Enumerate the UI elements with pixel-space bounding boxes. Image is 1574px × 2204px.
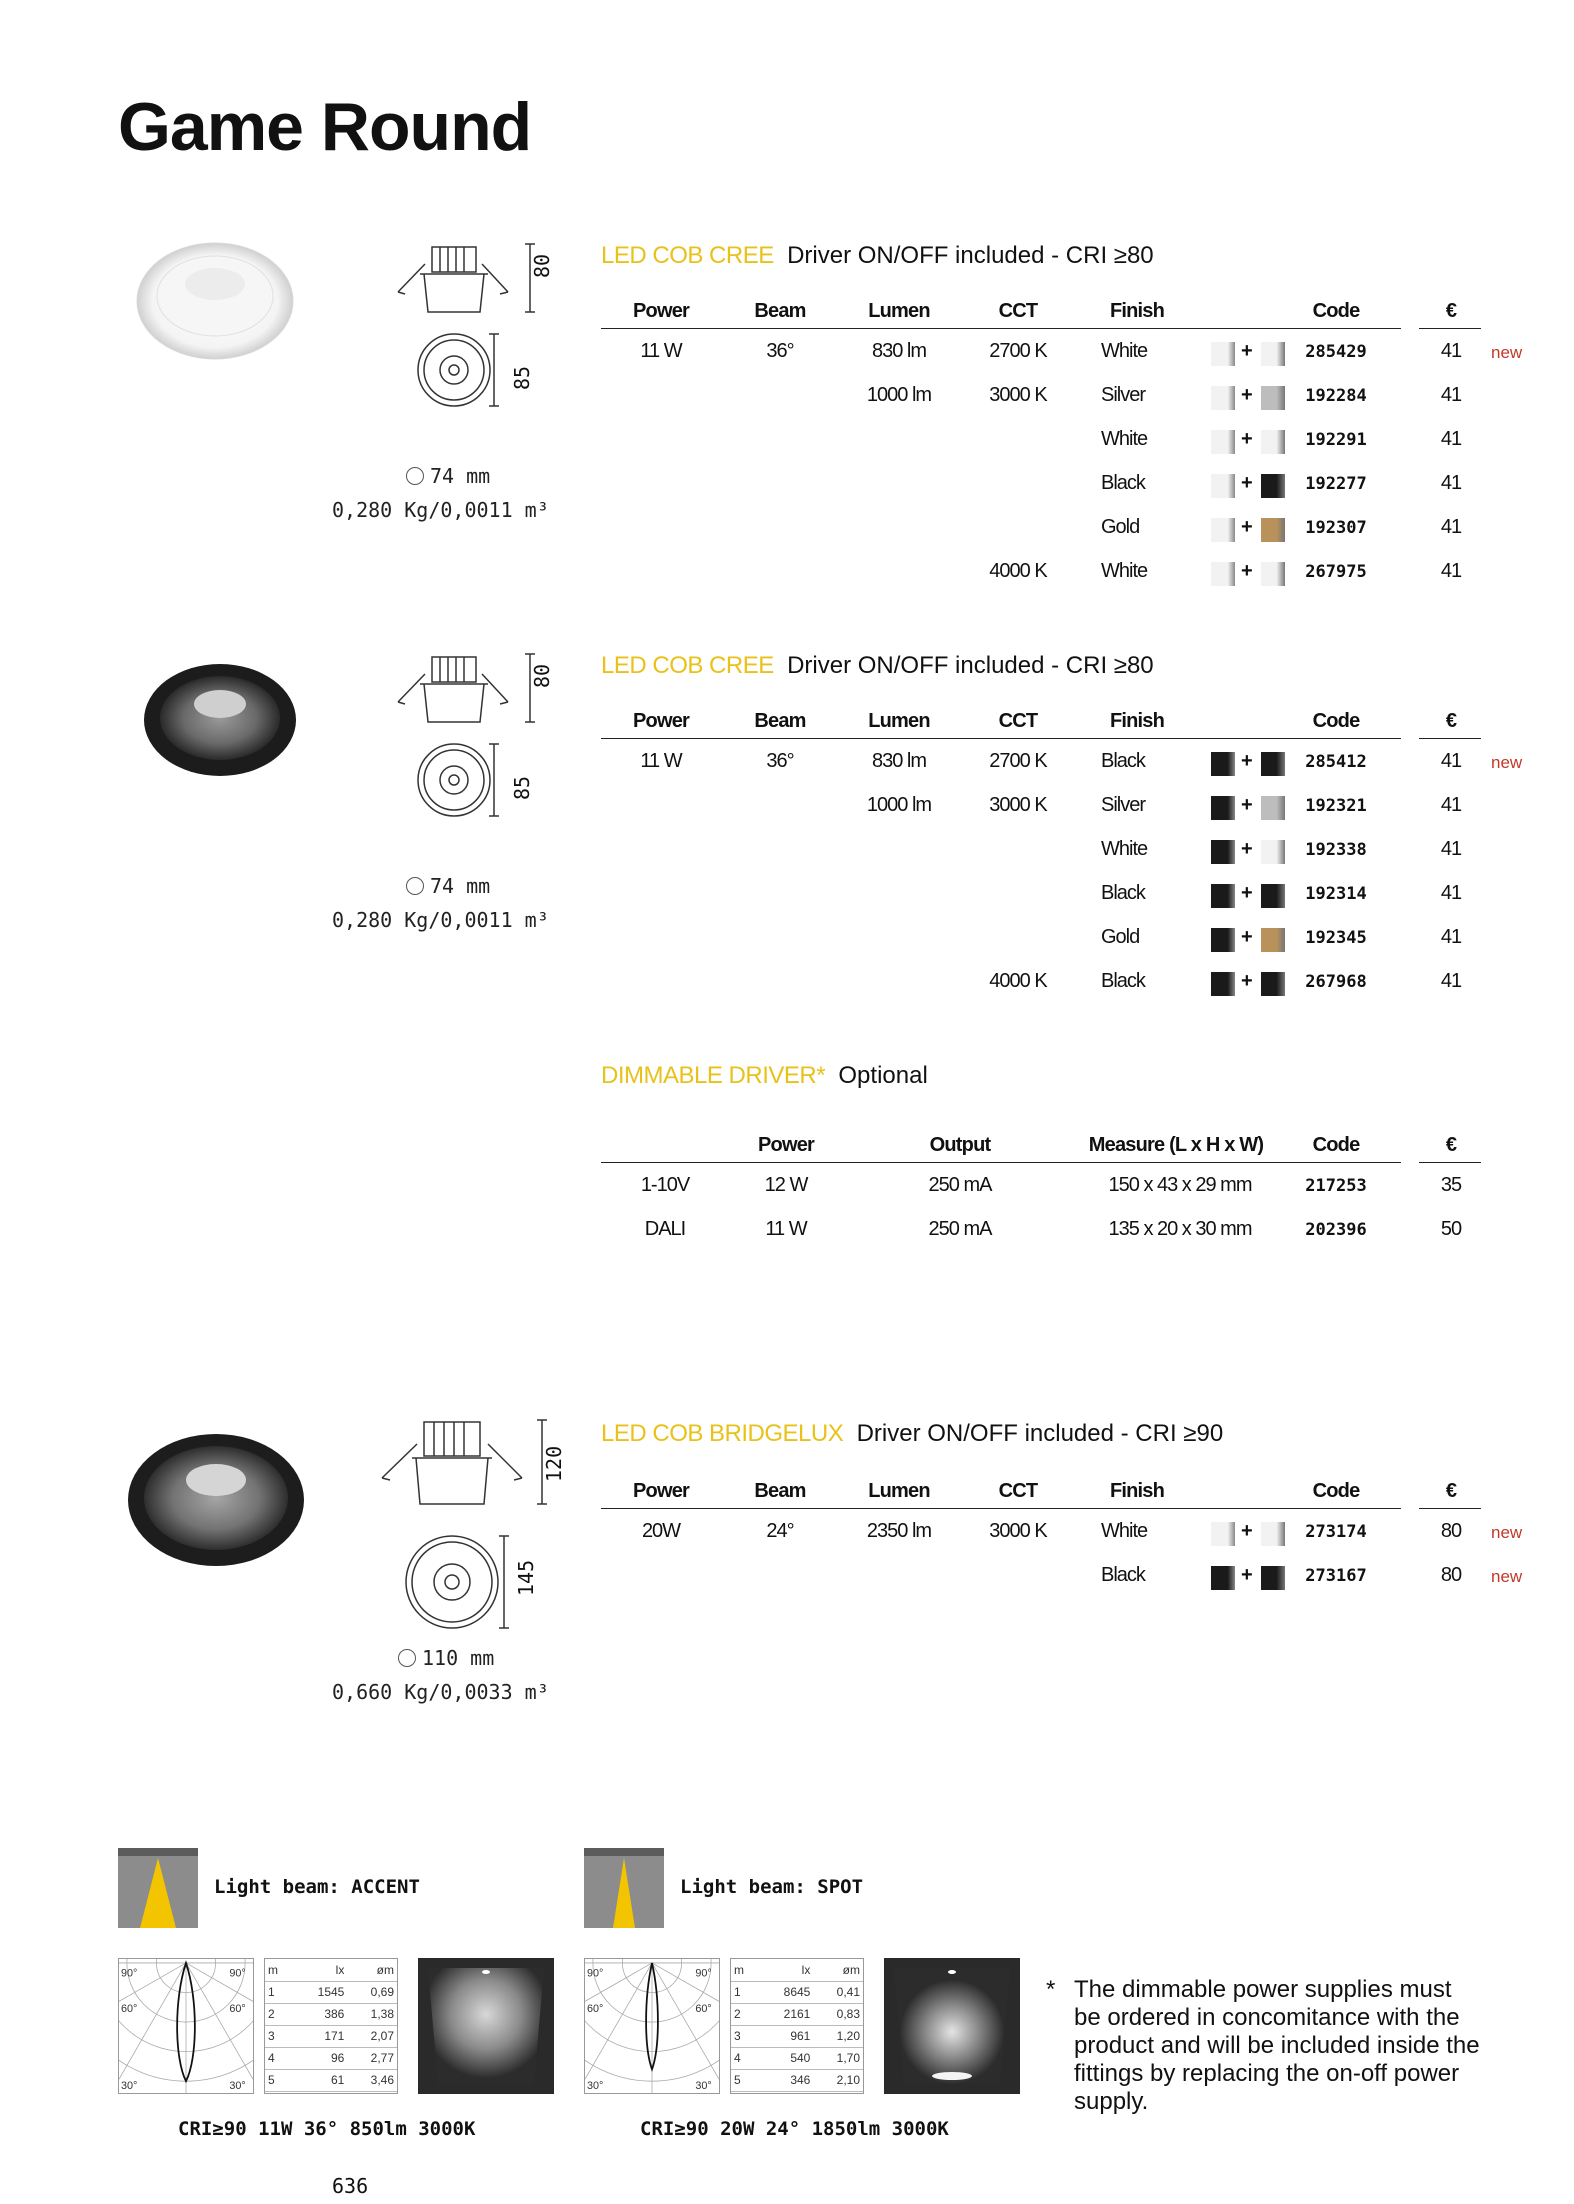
beam-accent-icon: [118, 1848, 198, 1928]
lux-table-header: [731, 1959, 863, 1981]
lux-cell: 171: [292, 2025, 347, 2047]
lux-cell: 2: [731, 2003, 758, 2025]
lux-cell: 3: [731, 2025, 758, 2047]
light-render-image: [884, 1958, 1020, 2094]
plus-icon: +: [1241, 428, 1252, 450]
cell-lumen: 1000 lm: [866, 384, 932, 406]
angle-label: 60°: [586, 2003, 604, 2016]
cell-price: 41: [1440, 516, 1462, 538]
cell-price: 41: [1440, 560, 1462, 582]
cell-power: 11 W: [640, 340, 682, 362]
col-code: Code: [1312, 300, 1360, 322]
lux-cell: 1,20: [813, 2025, 863, 2047]
lux-table: [730, 1958, 864, 2094]
table-row: [601, 832, 1481, 876]
cell-finish: White: [1101, 838, 1148, 860]
lux-header-m: m: [731, 1959, 758, 1981]
finish-swatch-body: [1211, 1522, 1235, 1546]
cell-code: 192291: [1305, 430, 1367, 450]
lux-header-lx: lx: [758, 1959, 813, 1981]
table-row: [731, 2003, 863, 2025]
hole-size: [398, 1646, 494, 1670]
cell-new: new: [1491, 753, 1523, 772]
table-row: [265, 2025, 397, 2047]
plus-icon: +: [1241, 882, 1252, 904]
finish-swatch-body: [1211, 430, 1235, 454]
dim-diameter-label: 85: [510, 775, 534, 800]
plus-icon: +: [1241, 384, 1252, 406]
table-row: [601, 964, 1481, 1008]
col-code: Code: [1312, 710, 1360, 732]
lux-cell: 4: [265, 2047, 292, 2069]
cell-beam: 36°: [766, 750, 794, 772]
cell-code: 285412: [1305, 752, 1367, 772]
dim-diameter-label: 85: [510, 365, 534, 390]
lux-cell: 61: [292, 2069, 347, 2091]
weight-volume: 0,280 Kg/0,0011 m³: [332, 498, 549, 522]
header-rule: [601, 738, 1401, 739]
cell-code: 192284: [1305, 386, 1367, 406]
angle-label: 30°: [695, 2080, 712, 2093]
table-row: [601, 744, 1523, 788]
lux-cell: 1,70: [813, 2047, 863, 2069]
cell-lumen: 830 lm: [871, 340, 927, 362]
cell-price: 41: [1440, 970, 1462, 992]
driver-code: 217253: [1305, 1176, 1367, 1196]
cell-price: 41: [1440, 428, 1462, 450]
polar-diagram: [584, 1958, 720, 2094]
table-row: [601, 1168, 1481, 1212]
cell-finish: White: [1101, 428, 1148, 450]
finish-swatch-ring: [1261, 884, 1285, 908]
hole-icon: [406, 877, 424, 895]
driver-type: 1-10V: [640, 1174, 690, 1196]
lux-cell: 1: [731, 1981, 758, 2003]
dim-height-label: 80: [530, 663, 554, 688]
lux-header-m: m: [265, 1959, 292, 1981]
product-photo-white: [130, 236, 300, 366]
beam-label: Light beam: SPOT: [680, 1876, 864, 1898]
cell-finish: White: [1101, 560, 1148, 582]
cell-price: 41: [1440, 794, 1462, 816]
lux-cell: 2,77: [347, 2047, 397, 2069]
col-finish: Finish: [1109, 300, 1165, 322]
lux-header-lx: lx: [292, 1959, 347, 1981]
footnote-text: The dimmable power supplies must be ordered in concomitance with the product and will be included inside the fittings by replacing the on-off power supply.: [1074, 1976, 1480, 2115]
plus-icon: +: [1241, 970, 1252, 992]
angle-label: 30°: [120, 2080, 138, 2093]
dim-height-label: 120: [542, 1445, 566, 1482]
table-row: [601, 1558, 1523, 1602]
angle-label: 90°: [695, 1967, 712, 1980]
cell-code: 267975: [1305, 562, 1367, 582]
lux-table-header: [265, 1959, 397, 1981]
plus-icon: +: [1241, 472, 1252, 494]
finish-swatch-body: [1211, 386, 1235, 410]
lux-cell: 4: [731, 2047, 758, 2069]
cell-cct: 4000 K: [989, 560, 1047, 582]
angle-label: 60°: [229, 2003, 246, 2016]
cell-beam: 36°: [766, 340, 794, 362]
hole-value: 110 mm: [422, 1646, 495, 1670]
lux-cell: 0,83: [813, 2003, 863, 2025]
col-lumen: Lumen: [868, 300, 930, 322]
header-rule-price: [1419, 1162, 1481, 1163]
lux-header-diameter: øm: [347, 1959, 397, 1981]
finish-swatch-body: [1211, 518, 1235, 542]
col-power: Power: [632, 1480, 690, 1502]
weight-volume: 0,660 Kg/0,0033 m³: [332, 1680, 549, 1704]
hole-value: 74 mm: [430, 464, 491, 488]
cell-price: 41: [1440, 750, 1462, 772]
table-row: [601, 510, 1481, 554]
driver-code: 202396: [1305, 1220, 1367, 1240]
header-rule-price: [1419, 738, 1481, 739]
light-render-image: [418, 1958, 554, 2094]
col-lumen: Lumen: [868, 710, 930, 732]
cell-price: 41: [1440, 882, 1462, 904]
table-row: [731, 1981, 863, 2003]
lux-cell: 5: [731, 2069, 758, 2091]
finish-swatch-ring: [1261, 342, 1285, 366]
cell-lumen: 830 lm: [871, 750, 927, 772]
col-finish: Finish: [1109, 1480, 1165, 1502]
cell-finish: White: [1101, 340, 1148, 362]
dim-diameter-label: 145: [514, 1559, 538, 1596]
lux-cell: 386: [292, 2003, 347, 2025]
cell-price: 41: [1440, 384, 1462, 406]
finish-swatch-body: [1211, 972, 1235, 996]
table-row: [265, 1981, 397, 2003]
table-row: [731, 2025, 863, 2047]
cell-code: 192345: [1305, 928, 1367, 948]
finish-swatch-body: [1211, 796, 1235, 820]
heading-rest: Driver ON/OFF included - CRI ≥80: [787, 242, 1154, 269]
driver-output: 250 mA: [928, 1174, 992, 1196]
page-number: 636: [332, 2174, 369, 2198]
section-heading: [601, 652, 1154, 680]
col-price: €: [1445, 710, 1457, 732]
lux-cell: 8645: [758, 1981, 813, 2003]
cell-code: 273167: [1305, 1566, 1367, 1586]
col-cct: CCT: [998, 1480, 1038, 1502]
angle-label: 60°: [120, 2003, 138, 2016]
plus-icon: +: [1241, 750, 1252, 772]
table-row: [731, 2047, 863, 2069]
cell-lumen: 1000 lm: [866, 794, 932, 816]
cell-code: 285429: [1305, 342, 1367, 362]
lux-cell: 5: [265, 2069, 292, 2091]
lux-cell: 0,41: [813, 1981, 863, 2003]
polar-diagram: [118, 1958, 254, 2094]
table-row: [265, 2047, 397, 2069]
table-row: [601, 876, 1481, 920]
cell-code: 192307: [1305, 518, 1367, 538]
driver-price: 50: [1440, 1218, 1462, 1240]
hole-icon: [398, 1649, 416, 1667]
product-photo-black-large: [124, 1430, 309, 1570]
lux-cell: 0,69: [347, 1981, 397, 2003]
lux-table: [264, 1958, 398, 2094]
lux-cell: 1545: [292, 1981, 347, 2003]
col-code: Code: [1312, 1134, 1360, 1156]
angle-label: 30°: [229, 2080, 246, 2093]
cell-new: new: [1491, 1523, 1523, 1542]
plus-icon: +: [1241, 516, 1252, 538]
section-heading: [601, 1420, 1223, 1448]
cell-code: 192321: [1305, 796, 1367, 816]
section-heading: [601, 242, 1154, 270]
header-rule: [601, 328, 1401, 329]
table-header: [601, 1130, 1481, 1160]
plus-icon: +: [1241, 838, 1252, 860]
table-header: [601, 1476, 1481, 1506]
cell-price: 41: [1440, 838, 1462, 860]
cell-finish: Black: [1101, 750, 1145, 772]
heading-rest: Driver ON/OFF included - CRI ≥90: [856, 1420, 1224, 1447]
driver-type: DALI: [644, 1218, 686, 1240]
header-rule: [601, 1508, 1401, 1509]
finish-swatch-ring: [1261, 928, 1285, 952]
table-row: [265, 2069, 397, 2091]
driver-power: 11 W: [765, 1218, 807, 1240]
cell-code: 192314: [1305, 884, 1367, 904]
driver-power: 12 W: [764, 1174, 808, 1196]
angle-label: 60°: [695, 2003, 712, 2016]
section-heading: [601, 1062, 928, 1090]
cell-finish: Silver: [1101, 384, 1146, 406]
table-row: [601, 554, 1481, 598]
finish-swatch-ring: [1261, 752, 1285, 776]
hole-size: [406, 874, 490, 898]
cell-price: 80: [1440, 1564, 1462, 1586]
table-row: [601, 422, 1481, 466]
lux-cell: 2161: [758, 2003, 813, 2025]
col-power: Power: [757, 1134, 815, 1156]
cell-price: 41: [1440, 340, 1462, 362]
cell-code: 267968: [1305, 972, 1367, 992]
col-beam: Beam: [754, 710, 806, 732]
beam-spot-icon: [584, 1848, 664, 1928]
cell-finish: Gold: [1101, 516, 1140, 538]
col-measure: Measure (L x H x W): [1088, 1134, 1264, 1156]
angle-label: 90°: [120, 1967, 138, 1980]
product-photo-black: [140, 660, 300, 780]
finish-swatch-body: [1211, 752, 1235, 776]
page-title: Game Round: [118, 89, 532, 165]
finish-swatch-body: [1211, 884, 1235, 908]
cell-lumen: 2350 lm: [866, 1520, 932, 1542]
col-price: €: [1445, 300, 1457, 322]
dim-height-label: 80: [530, 253, 554, 278]
table-row: [731, 2069, 863, 2091]
hole-icon: [406, 467, 424, 485]
cell-finish: Black: [1101, 882, 1145, 904]
lux-cell: 961: [758, 2025, 813, 2047]
finish-swatch-ring: [1261, 474, 1285, 498]
plus-icon: +: [1241, 1520, 1252, 1542]
lux-cell: 2,07: [347, 2025, 397, 2047]
cell-new: new: [1491, 343, 1523, 362]
finish-swatch-ring: [1261, 972, 1285, 996]
finish-swatch-ring: [1261, 562, 1285, 586]
cell-new: new: [1491, 1567, 1523, 1586]
plus-icon: +: [1241, 1564, 1252, 1586]
col-power: Power: [632, 300, 690, 322]
lux-cell: 1,38: [347, 2003, 397, 2025]
cell-cct: 3000 K: [989, 794, 1047, 816]
col-output: Output: [929, 1134, 991, 1156]
col-cct: CCT: [998, 300, 1038, 322]
cell-code: 192338: [1305, 840, 1367, 860]
lux-cell: 96: [292, 2047, 347, 2069]
lux-cell: 2: [265, 2003, 292, 2025]
finish-swatch-body: [1211, 342, 1235, 366]
header-rule-price: [1419, 1508, 1481, 1509]
col-price: €: [1445, 1134, 1457, 1156]
hole-size: [406, 464, 490, 488]
cell-code: 273174: [1305, 1522, 1367, 1542]
lux-cell: 3,46: [347, 2069, 397, 2091]
plus-icon: +: [1241, 340, 1252, 362]
finish-swatch-ring: [1261, 1566, 1285, 1590]
cell-price: 41: [1440, 926, 1462, 948]
heading-rest: Optional: [838, 1062, 928, 1089]
table-header: [601, 706, 1481, 736]
cell-power: 11 W: [640, 750, 682, 772]
table-row: [601, 1514, 1523, 1558]
table-row: [601, 788, 1481, 832]
cell-cct: 3000 K: [989, 384, 1047, 406]
cell-cct: 2700 K: [989, 750, 1047, 772]
beam-spec: CRI≥90 20W 24° 1850lm 3000K: [640, 2118, 949, 2140]
col-beam: Beam: [754, 300, 806, 322]
footnote-star: *: [1046, 1976, 1056, 2003]
angle-label: 90°: [586, 1967, 604, 1980]
table-row: [601, 334, 1523, 378]
cell-finish: Black: [1101, 970, 1145, 992]
plus-icon: +: [1241, 560, 1252, 582]
cell-finish: Gold: [1101, 926, 1140, 948]
angle-label: 30°: [586, 2080, 604, 2093]
col-cct: CCT: [998, 710, 1038, 732]
lux-header-diameter: øm: [813, 1959, 863, 1981]
heading-accent: LED COB CREE: [601, 242, 774, 269]
cell-price: 41: [1440, 472, 1462, 494]
lux-cell: 2,10: [813, 2069, 863, 2091]
lux-cell: 346: [758, 2069, 813, 2091]
col-code: Code: [1312, 1480, 1360, 1502]
heading-accent: DIMMABLE DRIVER*: [601, 1062, 826, 1089]
table-header: [601, 296, 1481, 326]
cell-finish: Silver: [1101, 794, 1146, 816]
cell-power: 20W: [641, 1520, 681, 1542]
driver-measure: 150 x 43 x 29 mm: [1108, 1174, 1252, 1196]
driver-measure: 135 x 20 x 30 mm: [1108, 1218, 1252, 1240]
finish-swatch-ring: [1261, 840, 1285, 864]
heading-rest: Driver ON/OFF included - CRI ≥80: [787, 652, 1154, 679]
col-price: €: [1445, 1480, 1457, 1502]
cell-cct: 2700 K: [989, 340, 1047, 362]
lux-cell: 1: [265, 1981, 292, 2003]
finish-swatch-ring: [1261, 796, 1285, 820]
finish-swatch-body: [1211, 928, 1235, 952]
cell-price: 80: [1440, 1520, 1462, 1542]
weight-volume: 0,280 Kg/0,0011 m³: [332, 908, 549, 932]
cell-cct: 3000 K: [989, 1520, 1047, 1542]
heading-accent: LED COB BRIDGELUX: [601, 1420, 844, 1447]
beam-spec: CRI≥90 11W 36° 850lm 3000K: [178, 2118, 476, 2140]
angle-label: 90°: [229, 1967, 246, 1980]
finish-swatch-body: [1211, 562, 1235, 586]
header-rule: [601, 1162, 1401, 1163]
finish-swatch-ring: [1261, 1522, 1285, 1546]
col-beam: Beam: [754, 1480, 806, 1502]
lux-cell: 540: [758, 2047, 813, 2069]
heading-accent: LED COB CREE: [601, 652, 774, 679]
table-row: [601, 466, 1481, 510]
lux-cell: 3: [265, 2025, 292, 2047]
plus-icon: +: [1241, 794, 1252, 816]
finish-swatch-body: [1211, 840, 1235, 864]
finish-swatch-body: [1211, 1566, 1235, 1590]
beam-label: Light beam: ACCENT: [214, 1876, 420, 1898]
col-lumen: Lumen: [868, 1480, 930, 1502]
finish-swatch-ring: [1261, 386, 1285, 410]
cell-finish: Black: [1101, 1564, 1145, 1586]
col-finish: Finish: [1109, 710, 1165, 732]
driver-output: 250 mA: [928, 1218, 992, 1240]
finish-swatch-ring: [1261, 518, 1285, 542]
finish-swatch-ring: [1261, 430, 1285, 454]
plus-icon: +: [1241, 926, 1252, 948]
table-row: [601, 920, 1481, 964]
cell-beam: 24°: [766, 1520, 794, 1542]
header-rule-price: [1419, 328, 1481, 329]
table-row: [601, 1212, 1481, 1256]
cell-code: 192277: [1305, 474, 1367, 494]
table-row: [265, 2003, 397, 2025]
finish-swatch-body: [1211, 474, 1235, 498]
col-power: Power: [632, 710, 690, 732]
driver-price: 35: [1440, 1174, 1462, 1196]
cell-finish: White: [1101, 1520, 1148, 1542]
table-row: [601, 378, 1481, 422]
hole-value: 74 mm: [430, 874, 491, 898]
cell-cct: 4000 K: [989, 970, 1047, 992]
cell-finish: Black: [1101, 472, 1145, 494]
